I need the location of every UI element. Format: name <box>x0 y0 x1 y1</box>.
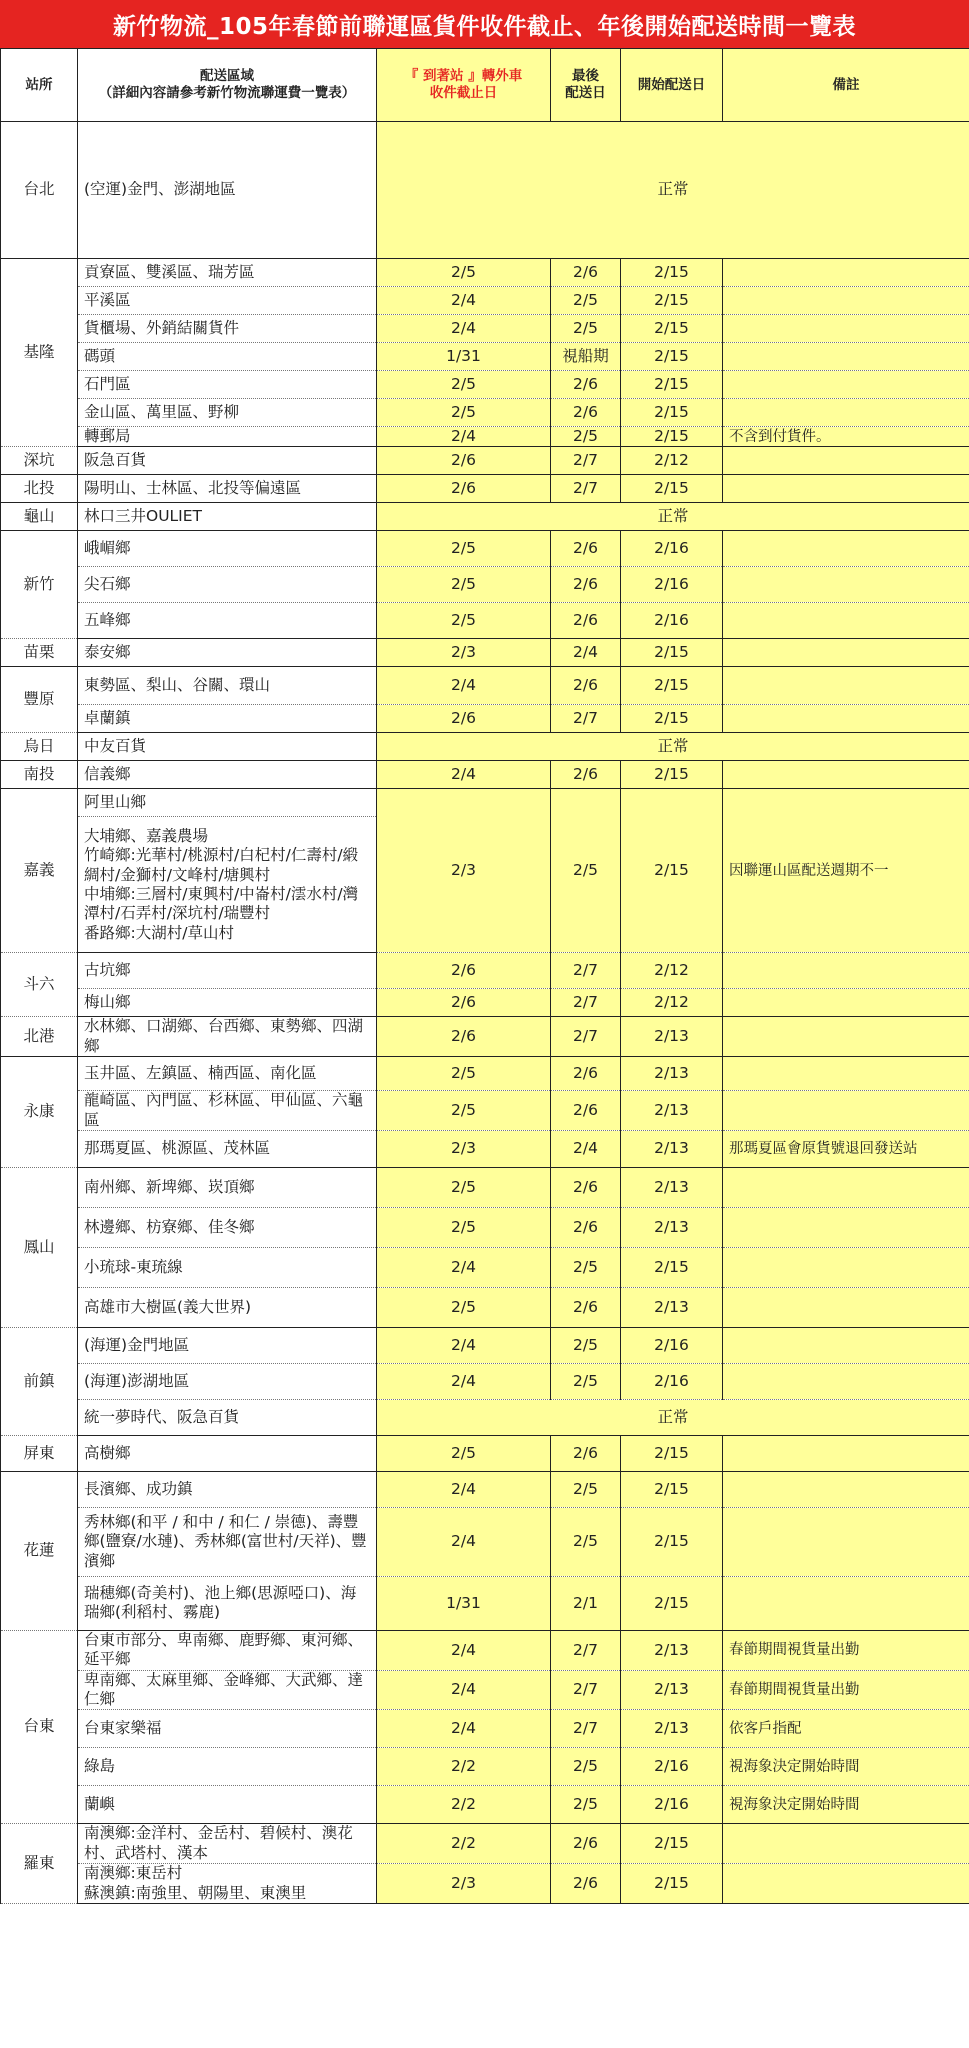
remark <box>723 259 969 287</box>
cutoff-date: 2/4 <box>377 1630 551 1670</box>
delivery-area: 水林鄉、口湖鄉、台西鄉、東勢鄉、四湖鄉 <box>78 1017 377 1057</box>
delivery-area: 轉郵局 <box>78 427 377 447</box>
last-delivery-date: 2/5 <box>551 1507 621 1576</box>
last-delivery-date: 2/7 <box>551 475 621 503</box>
delivery-area: 龍崎區、內門區、杉林區、甲仙區、六龜區 <box>78 1091 377 1131</box>
start-delivery-date: 2/12 <box>621 953 723 989</box>
table-row <box>1 1576 969 1630</box>
station-name: 斗六 <box>1 953 78 1017</box>
delivery-area-line: 蘇澳鎮:南強里、朝陽里、東澳里 <box>84 1883 307 1902</box>
remark <box>723 1864 969 1904</box>
cutoff-date: 2/5 <box>377 371 551 399</box>
remark <box>723 639 969 667</box>
last-delivery-date: 2/6 <box>551 531 621 567</box>
table-row <box>1 1167 969 1207</box>
remark <box>723 1207 969 1247</box>
header-last-day-line1: 最後 <box>572 68 599 85</box>
last-delivery-date: 2/6 <box>551 1091 621 1131</box>
delivery-area: 貢寮區、雙溪區、瑞芳區 <box>78 259 377 287</box>
last-delivery-date: 2/5 <box>551 427 621 447</box>
delivery-area: 平溪區 <box>78 287 377 315</box>
last-delivery-date: 2/5 <box>551 1748 621 1786</box>
cutoff-date: 2/4 <box>377 1471 551 1507</box>
start-delivery-date: 2/15 <box>621 315 723 343</box>
table-row <box>1 427 969 447</box>
table-row <box>1 1017 969 1057</box>
station-name: 嘉義 <box>1 789 78 953</box>
last-delivery-date: 2/5 <box>551 315 621 343</box>
normal-status: 正常 <box>377 503 969 531</box>
last-delivery-date: 2/6 <box>551 603 621 639</box>
delivery-area: 尖石鄉 <box>78 567 377 603</box>
last-delivery-date: 2/6 <box>551 371 621 399</box>
start-delivery-date: 2/15 <box>621 1507 723 1576</box>
normal-status: 正常 <box>377 1399 969 1435</box>
last-delivery-date: 2/6 <box>551 1824 621 1864</box>
last-delivery-date: 2/6 <box>551 1287 621 1327</box>
last-delivery-date: 2/7 <box>551 1670 621 1710</box>
start-delivery-date: 2/13 <box>621 1207 723 1247</box>
station-name: 深坑 <box>1 447 78 475</box>
station-name: 屏東 <box>1 1435 78 1471</box>
last-delivery-date: 2/1 <box>551 1576 621 1630</box>
delivery-area-line: 番路鄉:大湖村/草山村 <box>84 923 234 942</box>
delivery-area: 玉井區、左鎮區、楠西區、南化區 <box>78 1057 377 1091</box>
station-name: 龜山 <box>1 503 78 531</box>
cutoff-date: 2/5 <box>377 531 551 567</box>
start-delivery-date: 2/13 <box>621 1057 723 1091</box>
last-delivery-date: 2/6 <box>551 1167 621 1207</box>
last-delivery-date: 2/7 <box>551 1630 621 1670</box>
last-delivery-date: 2/6 <box>551 259 621 287</box>
start-delivery-date: 2/15 <box>621 1576 723 1630</box>
start-delivery-date: 2/13 <box>621 1670 723 1710</box>
table-row <box>1 603 969 639</box>
delivery-area: 石門區 <box>78 371 377 399</box>
last-delivery-date: 2/6 <box>551 399 621 427</box>
table-row <box>1 989 969 1017</box>
cutoff-date: 2/4 <box>377 1507 551 1576</box>
remark <box>723 1327 969 1363</box>
cutoff-date: 2/6 <box>377 989 551 1017</box>
start-delivery-date: 2/15 <box>621 371 723 399</box>
table-row <box>1 343 969 371</box>
last-delivery-date: 2/5 <box>551 1247 621 1287</box>
delivery-area: 高雄市大樹區(義大世界) <box>78 1287 377 1327</box>
start-delivery-date: 2/16 <box>621 531 723 567</box>
last-delivery-date: 2/6 <box>551 1864 621 1904</box>
header-area <box>78 49 377 122</box>
delivery-area: 梅山鄉 <box>78 989 377 1017</box>
delivery-area: 阿里山鄉 <box>78 789 377 817</box>
table-row <box>1 1824 969 1864</box>
remark <box>723 475 969 503</box>
cutoff-date: 2/3 <box>377 1864 551 1904</box>
start-delivery-date: 2/13 <box>621 1091 723 1131</box>
remark <box>723 371 969 399</box>
delivery-area: (海運)金門地區 <box>78 1327 377 1363</box>
last-delivery-date: 2/7 <box>551 989 621 1017</box>
header-cutoff <box>377 49 551 122</box>
remark <box>723 1017 969 1057</box>
remark <box>723 1167 969 1207</box>
delivery-area: 南州鄉、新埤鄉、崁頂鄉 <box>78 1167 377 1207</box>
remark: 依客戶指配 <box>723 1710 969 1748</box>
delivery-area: 中友百貨 <box>78 733 377 761</box>
start-delivery-date: 2/15 <box>621 259 723 287</box>
table-row <box>1 953 969 989</box>
delivery-area: 綠島 <box>78 1748 377 1786</box>
start-delivery-date: 2/13 <box>621 1710 723 1748</box>
delivery-area: 峨嵋鄉 <box>78 531 377 567</box>
remark <box>723 343 969 371</box>
cutoff-date: 2/3 <box>377 1130 551 1167</box>
start-delivery-date: 2/13 <box>621 1287 723 1327</box>
table-row <box>1 1327 969 1363</box>
start-delivery-date: 2/15 <box>621 1824 723 1864</box>
remark: 視海象決定開始時間 <box>723 1748 969 1786</box>
remark: 不含到付貨件。 <box>723 427 969 447</box>
table-row <box>1 122 969 259</box>
last-delivery-date: 2/5 <box>551 287 621 315</box>
delivery-area: 陽明山、士林區、北投等偏遠區 <box>78 475 377 503</box>
delivery-area: 林口三井OULIET <box>78 503 377 531</box>
start-delivery-date: 2/15 <box>621 761 723 789</box>
table-row <box>1 315 969 343</box>
start-delivery-date: 2/13 <box>621 1630 723 1670</box>
delivery-area: 林邊鄉、枋寮鄉、佳冬鄉 <box>78 1207 377 1247</box>
delivery-area: 那瑪夏區、桃源區、茂林區 <box>78 1130 377 1167</box>
last-delivery-date: 2/5 <box>551 1327 621 1363</box>
remark <box>723 1091 969 1131</box>
start-delivery-date: 2/15 <box>621 399 723 427</box>
last-delivery-date: 2/6 <box>551 1057 621 1091</box>
delivery-area-line: 大埔鄉、嘉義農場 <box>84 826 209 845</box>
station-name: 前鎮 <box>1 1327 78 1435</box>
remark: 春節期間視貨量出勤 <box>723 1630 969 1670</box>
delivery-area: 台東市部分、卑南鄉、鹿野鄉、東河鄉、延平鄉 <box>78 1630 377 1670</box>
table-row <box>1 259 969 287</box>
remark <box>723 531 969 567</box>
normal-status: 正常 <box>377 733 969 761</box>
table-row <box>1 1471 969 1507</box>
delivery-area: 貨櫃場、外銷結關貨件 <box>78 315 377 343</box>
delivery-area-line: 南澳鄉:東岳村 <box>84 1864 183 1883</box>
sheet-title: 新竹物流_105年春節前聯運區貨件收件截止、年後開始配送時間一覽表 <box>0 0 969 48</box>
table-row <box>1 667 969 705</box>
cutoff-date: 2/4 <box>377 287 551 315</box>
start-delivery-date: 2/12 <box>621 989 723 1017</box>
table-row <box>1 789 969 817</box>
start-delivery-date: 2/15 <box>621 343 723 371</box>
remark: 視海象決定開始時間 <box>723 1786 969 1824</box>
delivery-area: 瑞穗鄉(奇美村)、池上鄉(思源啞口)、海瑞鄉(利稻村、霧鹿) <box>78 1576 377 1630</box>
header-last-day <box>551 49 621 122</box>
cutoff-date: 2/6 <box>377 1017 551 1057</box>
delivery-area: (空運)金門、澎湖地區 <box>78 122 377 259</box>
start-delivery-date: 2/15 <box>621 705 723 733</box>
remark <box>723 705 969 733</box>
delivery-area <box>78 817 377 953</box>
table-row <box>1 1363 969 1399</box>
start-delivery-date: 2/13 <box>621 1017 723 1057</box>
cutoff-date: 2/5 <box>377 567 551 603</box>
delivery-area-line: 中埔鄉:三層村/東興村/中崙村/澐水村/灣潭村/石弄村/深坑村/瑞豐村 <box>84 884 359 923</box>
station-name: 台北 <box>1 122 78 259</box>
table-row <box>1 1507 969 1576</box>
table-row <box>1 1287 969 1327</box>
table-row <box>1 1057 969 1091</box>
last-delivery-date: 2/6 <box>551 1435 621 1471</box>
cutoff-date: 2/4 <box>377 315 551 343</box>
start-delivery-date: 2/15 <box>621 1864 723 1904</box>
table-row <box>1 639 969 667</box>
remark <box>723 1576 969 1630</box>
delivery-area: 五峰鄉 <box>78 603 377 639</box>
start-delivery-date: 2/16 <box>621 1327 723 1363</box>
cutoff-date: 2/4 <box>377 1363 551 1399</box>
last-delivery-date: 2/5 <box>551 1786 621 1824</box>
header-cutoff-line2: 收件截止日 <box>429 85 498 101</box>
delivery-area: 金山區、萬里區、野柳 <box>78 399 377 427</box>
cutoff-date: 2/5 <box>377 259 551 287</box>
cutoff-date: 2/5 <box>377 1167 551 1207</box>
cutoff-date: 2/3 <box>377 789 551 953</box>
cutoff-date: 2/4 <box>377 1670 551 1710</box>
header-station: 站所 <box>1 49 78 122</box>
cutoff-date: 2/4 <box>377 1247 551 1287</box>
remark <box>723 1435 969 1471</box>
table-row <box>1 1435 969 1471</box>
start-delivery-date: 2/12 <box>621 447 723 475</box>
table-row <box>1 1630 969 1670</box>
remark <box>723 1507 969 1576</box>
remark <box>723 1363 969 1399</box>
header-note: 備註 <box>723 49 969 122</box>
start-delivery-date: 2/15 <box>621 667 723 705</box>
station-name: 南投 <box>1 761 78 789</box>
cutoff-date: 2/4 <box>377 761 551 789</box>
table-row <box>1 1670 969 1710</box>
delivery-area: (海運)澎湖地區 <box>78 1363 377 1399</box>
remark <box>723 1471 969 1507</box>
start-delivery-date: 2/16 <box>621 1363 723 1399</box>
table-row <box>1 1207 969 1247</box>
start-delivery-date: 2/13 <box>621 1167 723 1207</box>
delivery-area: 碼頭 <box>78 343 377 371</box>
delivery-area: 卓蘭鎮 <box>78 705 377 733</box>
delivery-area-line: 竹崎鄉:光華村/桃源村/白杞村/仁壽村/緞綢村/金獅村/文峰村/塘興村 <box>84 846 359 884</box>
table-row <box>1 1864 969 1904</box>
schedule-body <box>1 122 969 1904</box>
station-name: 北投 <box>1 475 78 503</box>
cutoff-date: 2/5 <box>377 399 551 427</box>
remark <box>723 603 969 639</box>
cutoff-date: 1/31 <box>377 343 551 371</box>
cutoff-date: 2/2 <box>377 1748 551 1786</box>
table-row <box>1 503 969 531</box>
table-row <box>1 1130 969 1167</box>
table-row <box>1 447 969 475</box>
last-delivery-date: 2/6 <box>551 567 621 603</box>
delivery-area: 東勢區、梨山、谷關、環山 <box>78 667 377 705</box>
last-delivery-date: 2/6 <box>551 1207 621 1247</box>
table-row <box>1 1247 969 1287</box>
cutoff-date: 2/5 <box>377 1435 551 1471</box>
cutoff-date: 2/4 <box>377 427 551 447</box>
delivery-area: 統一夢時代、阪急百貨 <box>78 1399 377 1435</box>
cutoff-date: 2/5 <box>377 1207 551 1247</box>
last-delivery-date: 視船期 <box>551 343 621 371</box>
start-delivery-date: 2/16 <box>621 1786 723 1824</box>
station-name: 台東 <box>1 1630 78 1824</box>
start-delivery-date: 2/15 <box>621 427 723 447</box>
cutoff-date: 2/4 <box>377 1327 551 1363</box>
header-area-title: 配送區域 <box>200 68 254 85</box>
start-delivery-date: 2/16 <box>621 603 723 639</box>
last-delivery-date: 2/7 <box>551 447 621 475</box>
remark <box>723 399 969 427</box>
schedule-table <box>0 48 969 1904</box>
last-delivery-date: 2/4 <box>551 1130 621 1167</box>
start-delivery-date: 2/15 <box>621 639 723 667</box>
station-name: 永康 <box>1 1057 78 1168</box>
table-row <box>1 1748 969 1786</box>
cutoff-date: 2/5 <box>377 603 551 639</box>
cutoff-date: 2/2 <box>377 1824 551 1864</box>
delivery-area: 阪急百貨 <box>78 447 377 475</box>
start-delivery-date: 2/13 <box>621 1130 723 1167</box>
header-row <box>1 49 969 122</box>
station-name: 苗栗 <box>1 639 78 667</box>
delivery-area: 古坑鄉 <box>78 953 377 989</box>
last-delivery-date: 2/6 <box>551 667 621 705</box>
delivery-area: 南澳鄉:金洋村、金岳村、碧候村、澳花村、武塔村、漢本 <box>78 1824 377 1864</box>
header-cutoff-line1: 『 到著站 』轉外車 <box>404 68 523 85</box>
delivery-area: 泰安鄉 <box>78 639 377 667</box>
remark <box>723 1247 969 1287</box>
delivery-area: 信義鄉 <box>78 761 377 789</box>
cutoff-date: 2/6 <box>377 953 551 989</box>
cutoff-date: 2/6 <box>377 447 551 475</box>
remark: 春節期間視貨量出勤 <box>723 1670 969 1710</box>
start-delivery-date: 2/15 <box>621 1435 723 1471</box>
remark <box>723 989 969 1017</box>
table-row <box>1 1399 969 1435</box>
last-delivery-date: 2/7 <box>551 1017 621 1057</box>
cutoff-date: 2/3 <box>377 639 551 667</box>
cutoff-date: 2/6 <box>377 705 551 733</box>
table-row <box>1 1091 969 1131</box>
remark <box>723 287 969 315</box>
header-area-subtitle: （詳細內容請參考新竹物流聯運費一覽表） <box>98 85 356 101</box>
last-delivery-date: 2/5 <box>551 1471 621 1507</box>
header-start-day: 開始配送日 <box>621 49 723 122</box>
start-delivery-date: 2/15 <box>621 475 723 503</box>
remark <box>723 1057 969 1091</box>
table-row <box>1 733 969 761</box>
station-name: 羅東 <box>1 1824 78 1904</box>
remark <box>723 315 969 343</box>
remark <box>723 1824 969 1864</box>
last-delivery-date: 2/5 <box>551 789 621 953</box>
remark <box>723 667 969 705</box>
table-row <box>1 531 969 567</box>
cutoff-date: 1/31 <box>377 1576 551 1630</box>
delivery-area <box>78 1864 377 1904</box>
remark <box>723 447 969 475</box>
delivery-area: 秀林鄉(和平 / 和中 / 和仁 / 崇德)、壽豐鄉(鹽寮/水璉)、秀林鄉(富世村/天祥)、豐濱鄉 <box>78 1507 377 1576</box>
remark: 那瑪夏區會原貨號退回發送站 <box>723 1130 969 1167</box>
remark <box>723 1287 969 1327</box>
table-row <box>1 371 969 399</box>
delivery-area: 長濱鄉、成功鎮 <box>78 1471 377 1507</box>
cutoff-date: 2/4 <box>377 1710 551 1748</box>
delivery-area: 小琉球-東琉線 <box>78 1247 377 1287</box>
table-row <box>1 1710 969 1748</box>
table-row <box>1 399 969 427</box>
delivery-area: 台東家樂福 <box>78 1710 377 1748</box>
station-name: 烏日 <box>1 733 78 761</box>
delivery-area: 蘭嶼 <box>78 1786 377 1824</box>
table-row <box>1 705 969 733</box>
remark <box>723 567 969 603</box>
station-name: 花蓮 <box>1 1471 78 1630</box>
last-delivery-date: 2/7 <box>551 705 621 733</box>
delivery-area: 高樹鄉 <box>78 1435 377 1471</box>
start-delivery-date: 2/16 <box>621 1748 723 1786</box>
last-delivery-date: 2/6 <box>551 761 621 789</box>
table-row <box>1 567 969 603</box>
cutoff-date: 2/6 <box>377 475 551 503</box>
cutoff-date: 2/5 <box>377 1287 551 1327</box>
remark <box>723 953 969 989</box>
start-delivery-date: 2/16 <box>621 567 723 603</box>
station-name: 新竹 <box>1 531 78 639</box>
start-delivery-date: 2/15 <box>621 287 723 315</box>
station-name: 基隆 <box>1 259 78 447</box>
table-row <box>1 287 969 315</box>
cutoff-date: 2/5 <box>377 1091 551 1131</box>
remark <box>723 761 969 789</box>
last-delivery-date: 2/4 <box>551 639 621 667</box>
normal-status: 正常 <box>377 122 969 259</box>
start-delivery-date: 2/15 <box>621 789 723 953</box>
station-name: 豐原 <box>1 667 78 733</box>
last-delivery-date: 2/7 <box>551 953 621 989</box>
cutoff-date: 2/2 <box>377 1786 551 1824</box>
last-delivery-date: 2/7 <box>551 1710 621 1748</box>
station-name: 鳳山 <box>1 1167 78 1327</box>
start-delivery-date: 2/15 <box>621 1247 723 1287</box>
station-name: 北港 <box>1 1017 78 1057</box>
table-row <box>1 761 969 789</box>
cutoff-date: 2/4 <box>377 667 551 705</box>
last-delivery-date: 2/5 <box>551 1363 621 1399</box>
header-last-day-line2: 配送日 <box>565 85 606 101</box>
table-row <box>1 475 969 503</box>
table-row <box>1 1786 969 1824</box>
cutoff-date: 2/5 <box>377 1057 551 1091</box>
delivery-area: 卑南鄉、太麻里鄉、金峰鄉、大武鄉、達仁鄉 <box>78 1670 377 1710</box>
start-delivery-date: 2/15 <box>621 1471 723 1507</box>
remark: 因聯運山區配送週期不一 <box>723 789 969 953</box>
